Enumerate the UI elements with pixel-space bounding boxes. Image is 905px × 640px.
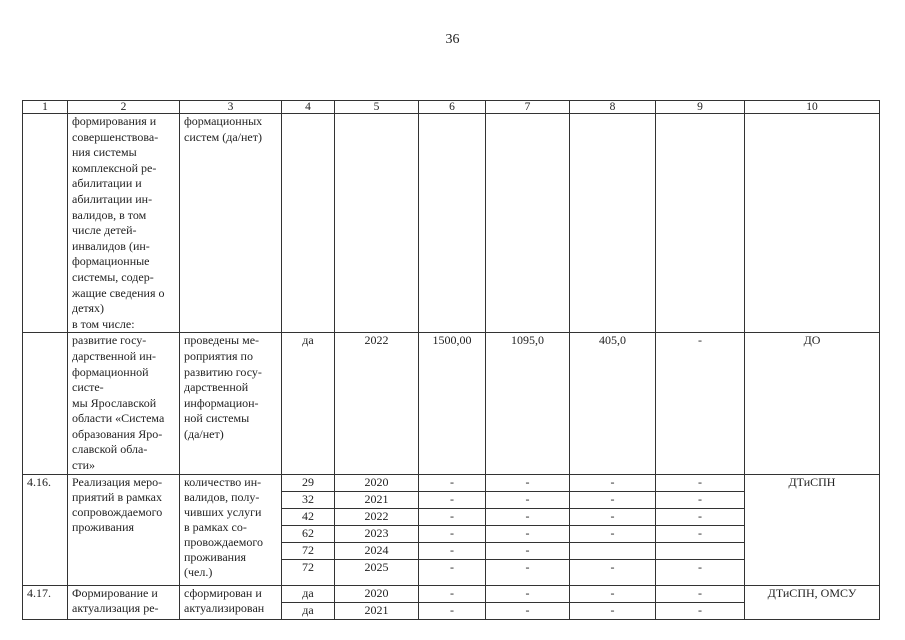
finance-cell: - [419, 525, 486, 542]
finance-cell: - [486, 602, 570, 619]
header-cell: 6 [419, 101, 486, 114]
row-number: 4.16. [23, 474, 68, 585]
indicator-value: 29 [282, 474, 335, 491]
executor-cell: ДТиСПН [745, 474, 880, 585]
measure-name: Формирование и актуализация ре- [68, 585, 180, 619]
indicator-name: формационных систем (да/нет) [180, 114, 282, 333]
indicator-value: 72 [282, 559, 335, 585]
finance-cell: - [570, 559, 656, 585]
finance-cell: - [570, 508, 656, 525]
finance-cell: 405,0 [570, 333, 656, 474]
finance-cell: - [419, 474, 486, 491]
year-cell: 2025 [335, 559, 419, 585]
finance-cell: - [486, 542, 570, 559]
finance-cell: - [656, 559, 745, 585]
year-cell: 2022 [335, 508, 419, 525]
table-row [23, 474, 880, 491]
header-cell: 9 [656, 101, 745, 114]
finance-cell: - [656, 508, 745, 525]
finance-cell: - [656, 602, 745, 619]
year-cell: 2020 [335, 585, 419, 602]
table-cell [23, 114, 68, 333]
table-cell [656, 114, 745, 333]
indicator-value: 42 [282, 508, 335, 525]
measure-name: развитие госу- дарственной ин- формационной систе- мы Ярославской области «Система образования Яро- славской обла- сти» [68, 333, 180, 474]
finance-cell: - [486, 491, 570, 508]
header-row [23, 101, 880, 114]
table-cell [282, 114, 335, 333]
header-cell: 1 [23, 101, 68, 114]
finance-cell [656, 542, 745, 559]
finance-cell: - [419, 542, 486, 559]
indicator-value: да [282, 602, 335, 619]
year-cell: 2023 [335, 525, 419, 542]
header-cell: 4 [282, 101, 335, 114]
measure-name: Реализация меро- приятий в рамках сопровождаемого проживания [68, 474, 180, 585]
finance-cell: - [656, 491, 745, 508]
executor-cell: ДО [745, 333, 880, 474]
finance-cell: - [570, 602, 656, 619]
table-cell [486, 114, 570, 333]
indicator-value: да [282, 333, 335, 474]
row-number: 4.17. [23, 585, 68, 619]
finance-cell: - [419, 491, 486, 508]
table-row [23, 114, 880, 333]
table-cell [419, 114, 486, 333]
year-cell: 2021 [335, 491, 419, 508]
finance-cell: - [486, 559, 570, 585]
finance-total: 1500,00 [419, 333, 486, 474]
page-number: 36 [445, 32, 460, 47]
finance-cell: - [570, 491, 656, 508]
data-table [22, 100, 880, 620]
header-cell: 8 [570, 101, 656, 114]
finance-cell: - [656, 474, 745, 491]
finance-cell: - [486, 525, 570, 542]
indicator-name: количество ин- валидов, полу- чивших услуги в рамках со- провождаемого проживания (чел.) [180, 474, 282, 585]
year-cell: 2024 [335, 542, 419, 559]
finance-cell: - [419, 585, 486, 602]
executor-cell: ДТиСПН, ОМСУ [745, 585, 880, 619]
year-cell: 2022 [335, 333, 419, 474]
finance-cell: - [419, 508, 486, 525]
finance-cell: 1095,0 [486, 333, 570, 474]
header-cell: 7 [486, 101, 570, 114]
finance-cell: - [486, 508, 570, 525]
finance-cell: - [656, 585, 745, 602]
header-cell: 2 [68, 101, 180, 114]
finance-cell: - [570, 585, 656, 602]
finance-cell: - [656, 525, 745, 542]
indicator-name: проведены ме- роприятия по развитию госу- дарственной информацион- ной системы (да/нет) [180, 333, 282, 474]
header-cell: 5 [335, 101, 419, 114]
year-cell: 2020 [335, 474, 419, 491]
indicator-value: 72 [282, 542, 335, 559]
measure-name: формирования и совершенствова- ния системы комплексной ре- абилитации и абилитации ин- валидов, в том числе детей- инвалидов (ин- формационные системы, содер- жащие сведения о детях) в том числе: [68, 114, 180, 333]
table-cell [23, 333, 68, 474]
indicator-value: 62 [282, 525, 335, 542]
table-row [23, 585, 880, 602]
table-row [23, 333, 880, 474]
finance-cell: - [570, 525, 656, 542]
finance-cell: - [419, 559, 486, 585]
finance-cell: - [486, 585, 570, 602]
header-cell: 10 [745, 101, 880, 114]
indicator-value: 32 [282, 491, 335, 508]
year-cell: 2021 [335, 602, 419, 619]
finance-cell: - [570, 474, 656, 491]
table-cell [335, 114, 419, 333]
finance-cell: - [656, 333, 745, 474]
indicator-value: да [282, 585, 335, 602]
finance-cell [570, 542, 656, 559]
table-cell [745, 114, 880, 333]
finance-cell: - [419, 602, 486, 619]
table-cell [570, 114, 656, 333]
finance-cell: - [486, 474, 570, 491]
header-cell: 3 [180, 101, 282, 114]
indicator-name: сформирован и актуализирован [180, 585, 282, 619]
